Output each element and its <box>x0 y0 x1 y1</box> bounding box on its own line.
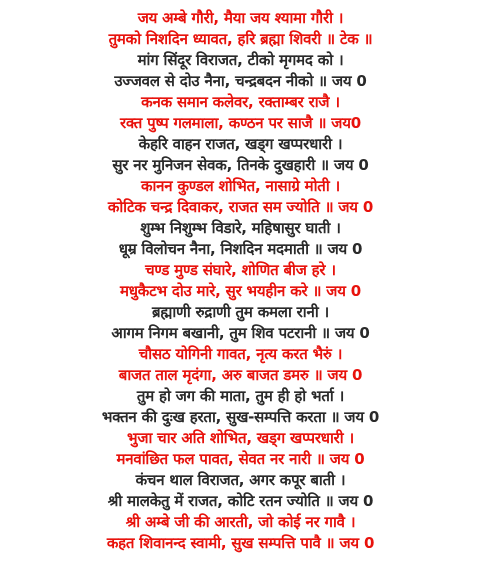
verse-line: शुम्भ निशुम्भ विडारे, महिषासुर घाती । <box>140 219 341 237</box>
verse-line: कहत शिवानन्द स्वामी, सुख सम्पत्ति पावै ॥ जय 0 <box>106 534 375 552</box>
aarti-verse-list <box>0 8 481 554</box>
verse-line: केहरि वाहन राजत, खड्ग खप्परधारी । <box>138 135 343 153</box>
verse-line: ब्रह्माणी रुद्राणी तुम कमला रानी । <box>151 303 330 321</box>
verse-line: कोटिक चन्द्र दिवाकर, राजत सम ज्योति ॥ जय 0 <box>107 198 374 216</box>
verse-line: कनक समान कलेवर, रक्ताम्बर राजै । <box>141 93 340 111</box>
verse-line: मांग सिंदूर विराजत, टीको मृगमद को । <box>137 51 344 69</box>
verse-line: भक्तन की दुःख हरता, सुख-सम्पत्ति करता ॥ जय 0 <box>101 408 380 426</box>
verse-line: तुमको निशदिन ध्यावत, हरि ब्रह्मा शिवरी ॥ टेक ॥ <box>108 30 373 48</box>
verse-line: श्री अम्बे जी की आरती, जो कोई नर गावै । <box>125 513 356 531</box>
verse-line: सुर नर मुनिजन सेवक, तिनके दुखहारी ॥ जय 0 <box>112 156 369 174</box>
verse-line: चण्ड मुण्ड संघारे, शोणित बीज हरे । <box>145 261 336 279</box>
verse-line: चौसठ योगिनी गावत, नृत्य करत भैरुं । <box>138 345 343 363</box>
verse-line: जय अम्बे गौरी, मैया जय श्यामा गौरी । <box>137 9 344 27</box>
verse-line: रक्त पुष्प गलमाला, कण्ठन पर साजै ॥ जय0 <box>120 114 361 132</box>
verse-line: उज्जवल से दोउ नैना, चन्द्रबदन नीको ॥ जय 0 <box>114 72 367 90</box>
verse-line: तुम हो जग की माता, तुम ही हो भर्ता । <box>136 387 345 405</box>
verse-line: मधुकैटभ दोउ मारे, सुर भयहीन करे ॥ जय 0 <box>120 282 361 300</box>
verse-line: भुजा चार अति शोभित, खड्ग खप्परधारी । <box>127 429 354 447</box>
verse-line: कंचन थाल विराजत, अगर कपूर बाती । <box>135 471 346 489</box>
verse-line: कानन कुण्डल शोभित, नासाग्रे मोती । <box>140 177 341 195</box>
verse-line: धूम्र विलोचन नैना, निशदिन मदमाती ॥ जय 0 <box>118 240 363 258</box>
verse-line: मनवांछित फल पावत, सेवत नर नारी ॥ जय 0 <box>116 450 365 468</box>
verse-line: श्री मालकेतु में राजत, कोटि रतन ज्योति ॥ जय 0 <box>107 492 374 510</box>
verse-line: आगम निगम बखानी, तुम शिव पटरानी ॥ जय 0 <box>111 324 370 342</box>
verse-line: बाजत ताल मृदंगा, अरु बाजत डमरु ॥ जय 0 <box>118 366 363 384</box>
